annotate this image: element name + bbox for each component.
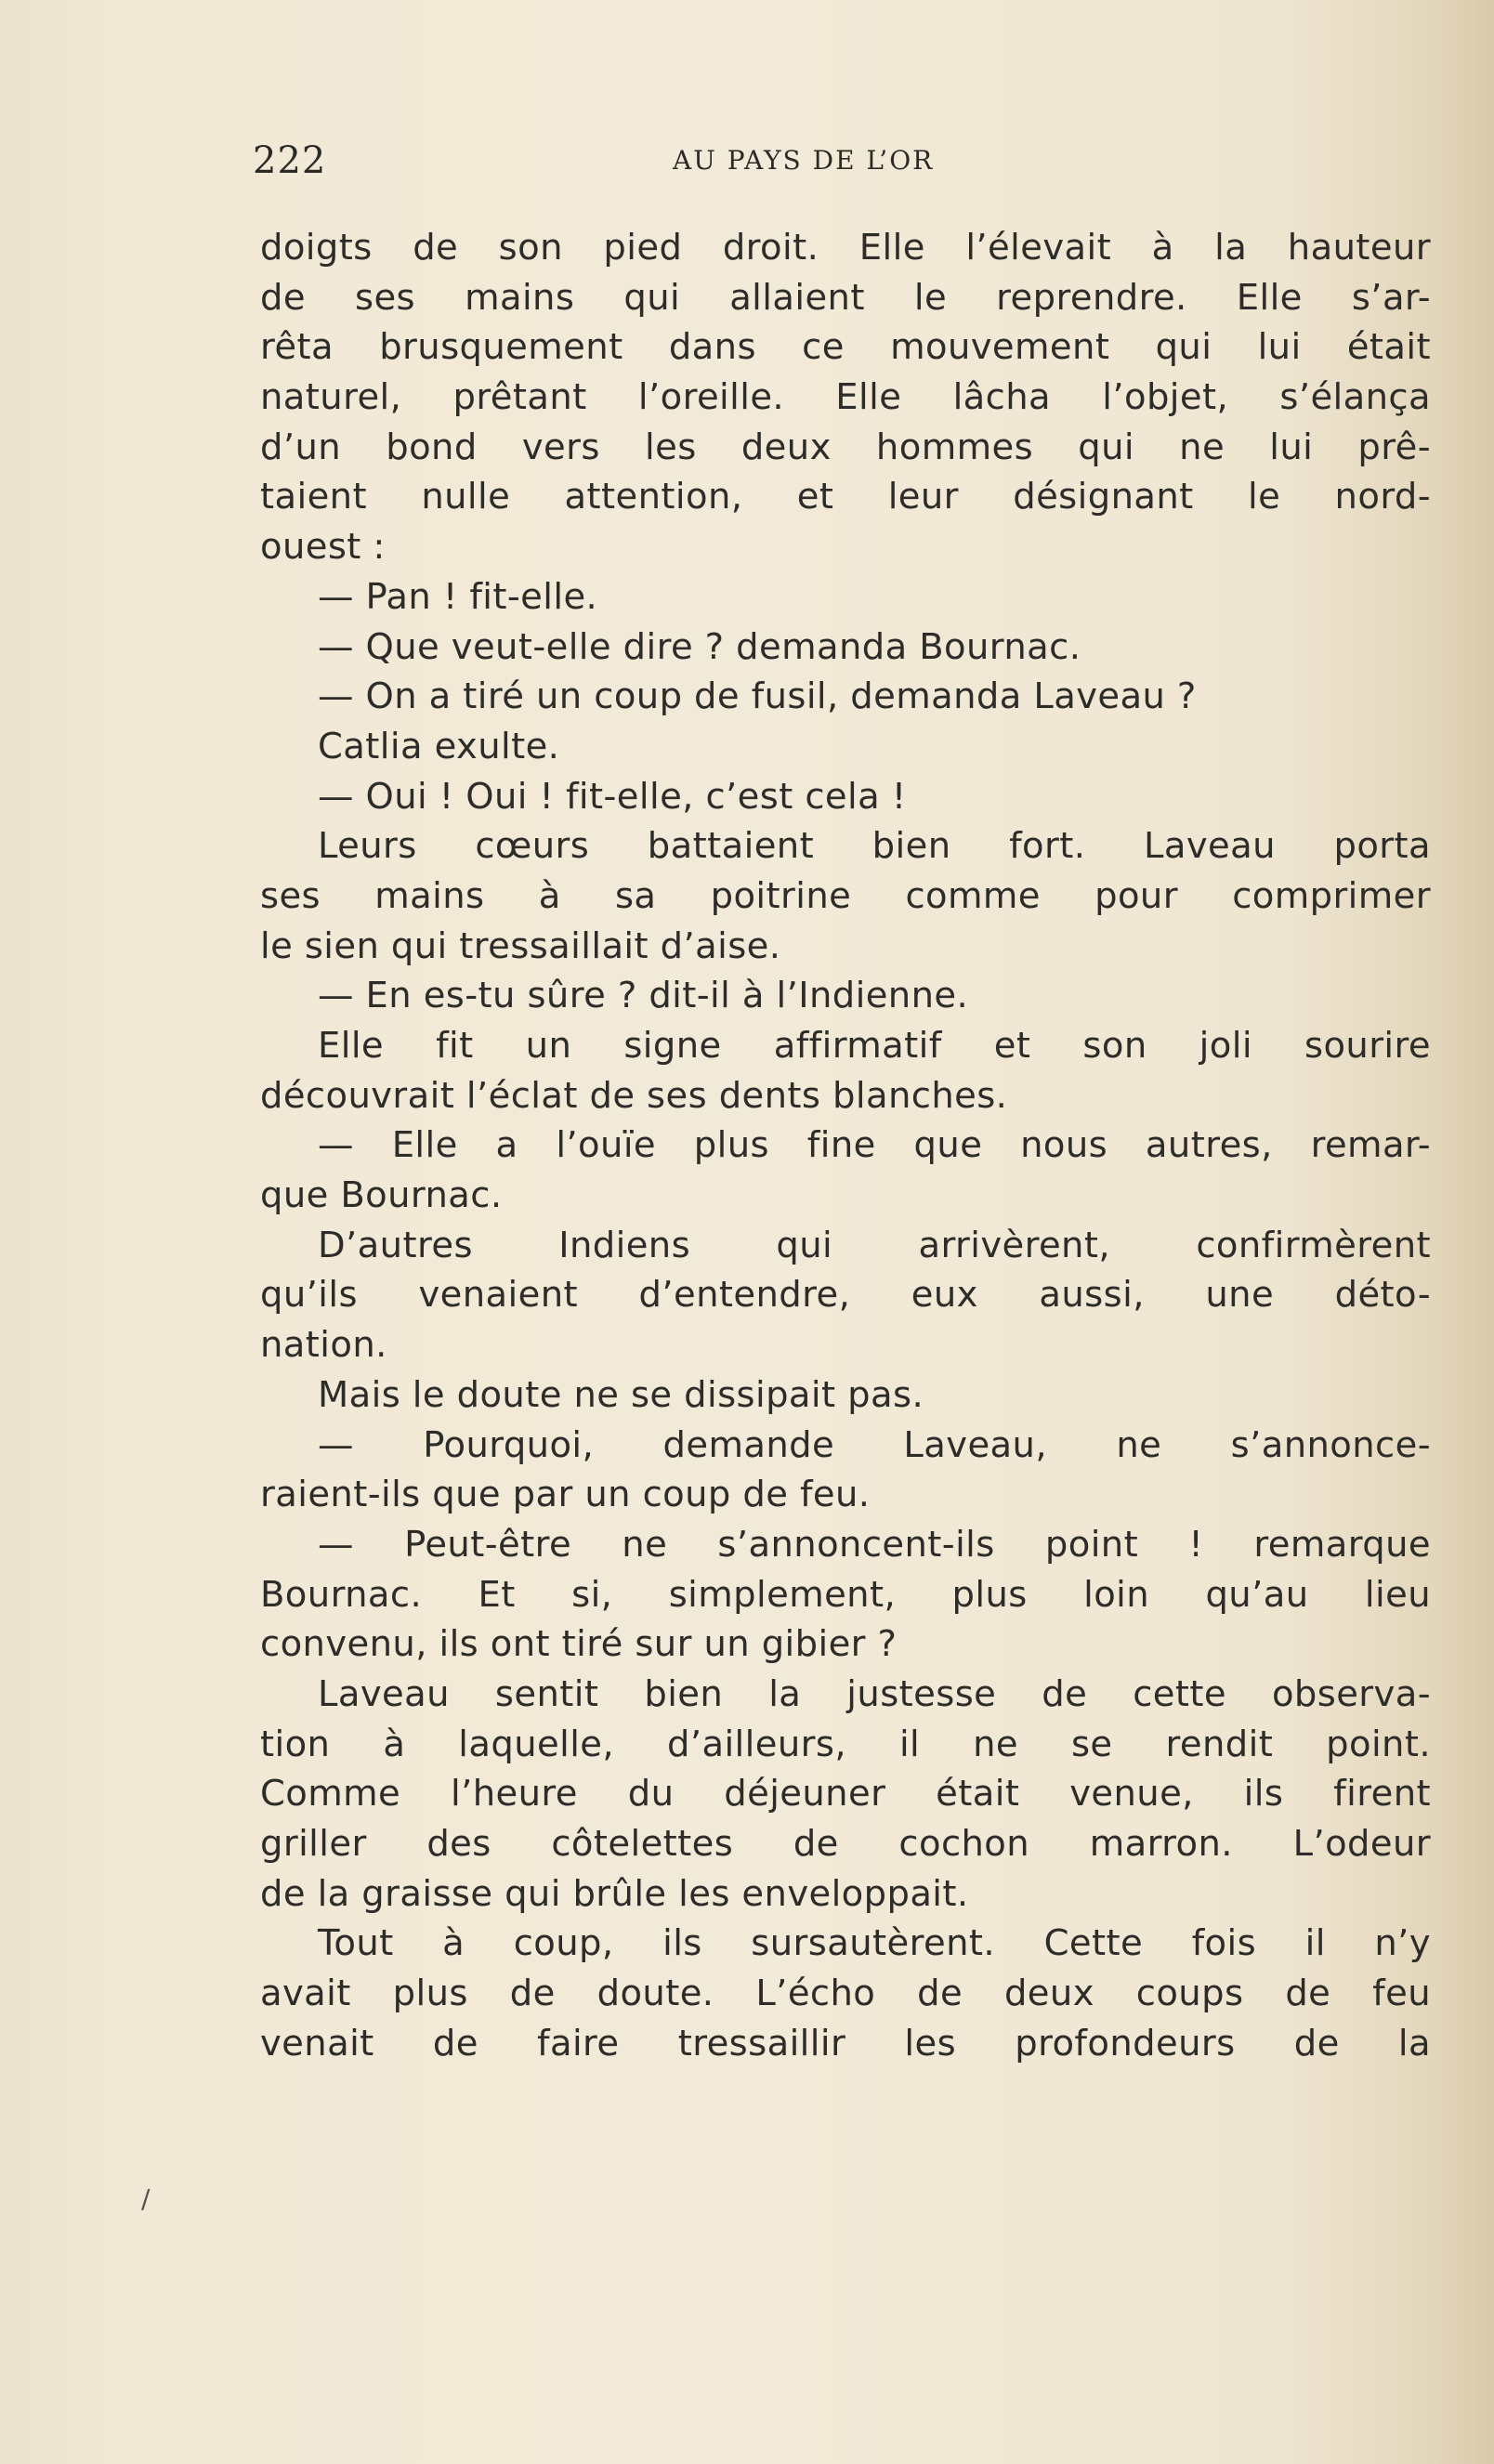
running-title: AU PAYS DE L’OR [673, 145, 935, 176]
text-line: Comme l’heure du déjeuner était venue, ils firent [260, 1773, 1431, 1815]
text-line: Bournac. Et si, simplement, plus loin qu’au lieu [260, 1573, 1431, 1616]
text-line: rêta brusquement dans ce mouvement qui lui était [260, 326, 1431, 369]
text-line: Elle fit un signe affirmatif et son joli sourire [318, 1025, 1431, 1067]
text-line: — En es-tu sûre ? dit-il à l’Indienne. [318, 975, 969, 1017]
text-line: — Elle a l’ouïe plus fine que nous autres, remar- [318, 1124, 1431, 1167]
text-line: Mais le doute ne se dissipait pas. [318, 1373, 924, 1416]
body-text [260, 223, 1431, 2068]
text-line: Leurs cœurs battaient bien fort. Laveau porta [318, 825, 1431, 868]
text-line: ouest : [260, 526, 386, 569]
text-line: découvrait l’éclat de ses dents blanches. [260, 1074, 1008, 1117]
text-line: Laveau sentit bien la justesse de cette observa- [318, 1672, 1431, 1715]
page-header [253, 139, 1451, 186]
text-line: tion à laquelle, d’ailleurs, il ne se rendit point. [260, 1723, 1431, 1765]
text-line: nation. [260, 1324, 387, 1367]
text-line: qu’ils venaient d’entendre, eux aussi, une déto- [260, 1274, 1431, 1317]
text-line: de la graisse qui brûle les enveloppait. [260, 1872, 969, 1915]
text-line: Catlia exulte. [318, 725, 560, 767]
text-line: raient-ils que par un coup de feu. [260, 1474, 871, 1516]
text-line: — Pan ! fit-elle. [318, 575, 598, 618]
text-line: D’autres Indiens qui arrivèrent, confirmèrent [318, 1224, 1431, 1266]
pencil-mark: / [141, 2183, 151, 2214]
text-line: convenu, ils ont tiré sur un gibier ? [260, 1623, 898, 1666]
text-line: venait de faire tressaillir les profondeurs de la [260, 2022, 1431, 2064]
text-line: taient nulle attention, et leur désignant le nord- [260, 476, 1431, 518]
text-line: — Que veut-elle dire ? demanda Bournac. [318, 625, 1081, 668]
text-line: — Pourquoi, demande Laveau, ne s’annonce- [318, 1423, 1431, 1466]
page-number: 222 [253, 139, 327, 182]
text-line: griller des côtelettes de cochon marron. L’odeur [260, 1823, 1431, 1865]
text-line: — On a tiré un coup de fusil, demanda Laveau ? [318, 675, 1197, 718]
text-line: de ses mains qui allaient le reprendre. Elle s’ar- [260, 276, 1431, 319]
text-line: — Oui ! Oui ! fit-elle, c’est cela ! [318, 775, 907, 818]
text-line: que Bournac. [260, 1174, 503, 1217]
text-line: doigts de son pied droit. Elle l’élevait à la hauteur [260, 227, 1431, 269]
text-line: ses mains à sa poitrine comme pour comprimer [260, 874, 1431, 917]
text-line: d’un bond vers les deux hommes qui ne lui prê- [260, 426, 1431, 468]
text-line: — Peut-être ne s’annoncent-ils point ! remarque [318, 1523, 1431, 1566]
text-line: le sien qui tressaillait d’aise. [260, 924, 781, 967]
text-line: avait plus de doute. L’écho de deux coups de feu [260, 1973, 1431, 2015]
text-line: naturel, prêtant l’oreille. Elle lâcha l’objet, s’élança [260, 376, 1431, 419]
text-line: Tout à coup, ils sursautèrent. Cette fois il n’y [318, 1922, 1431, 1965]
